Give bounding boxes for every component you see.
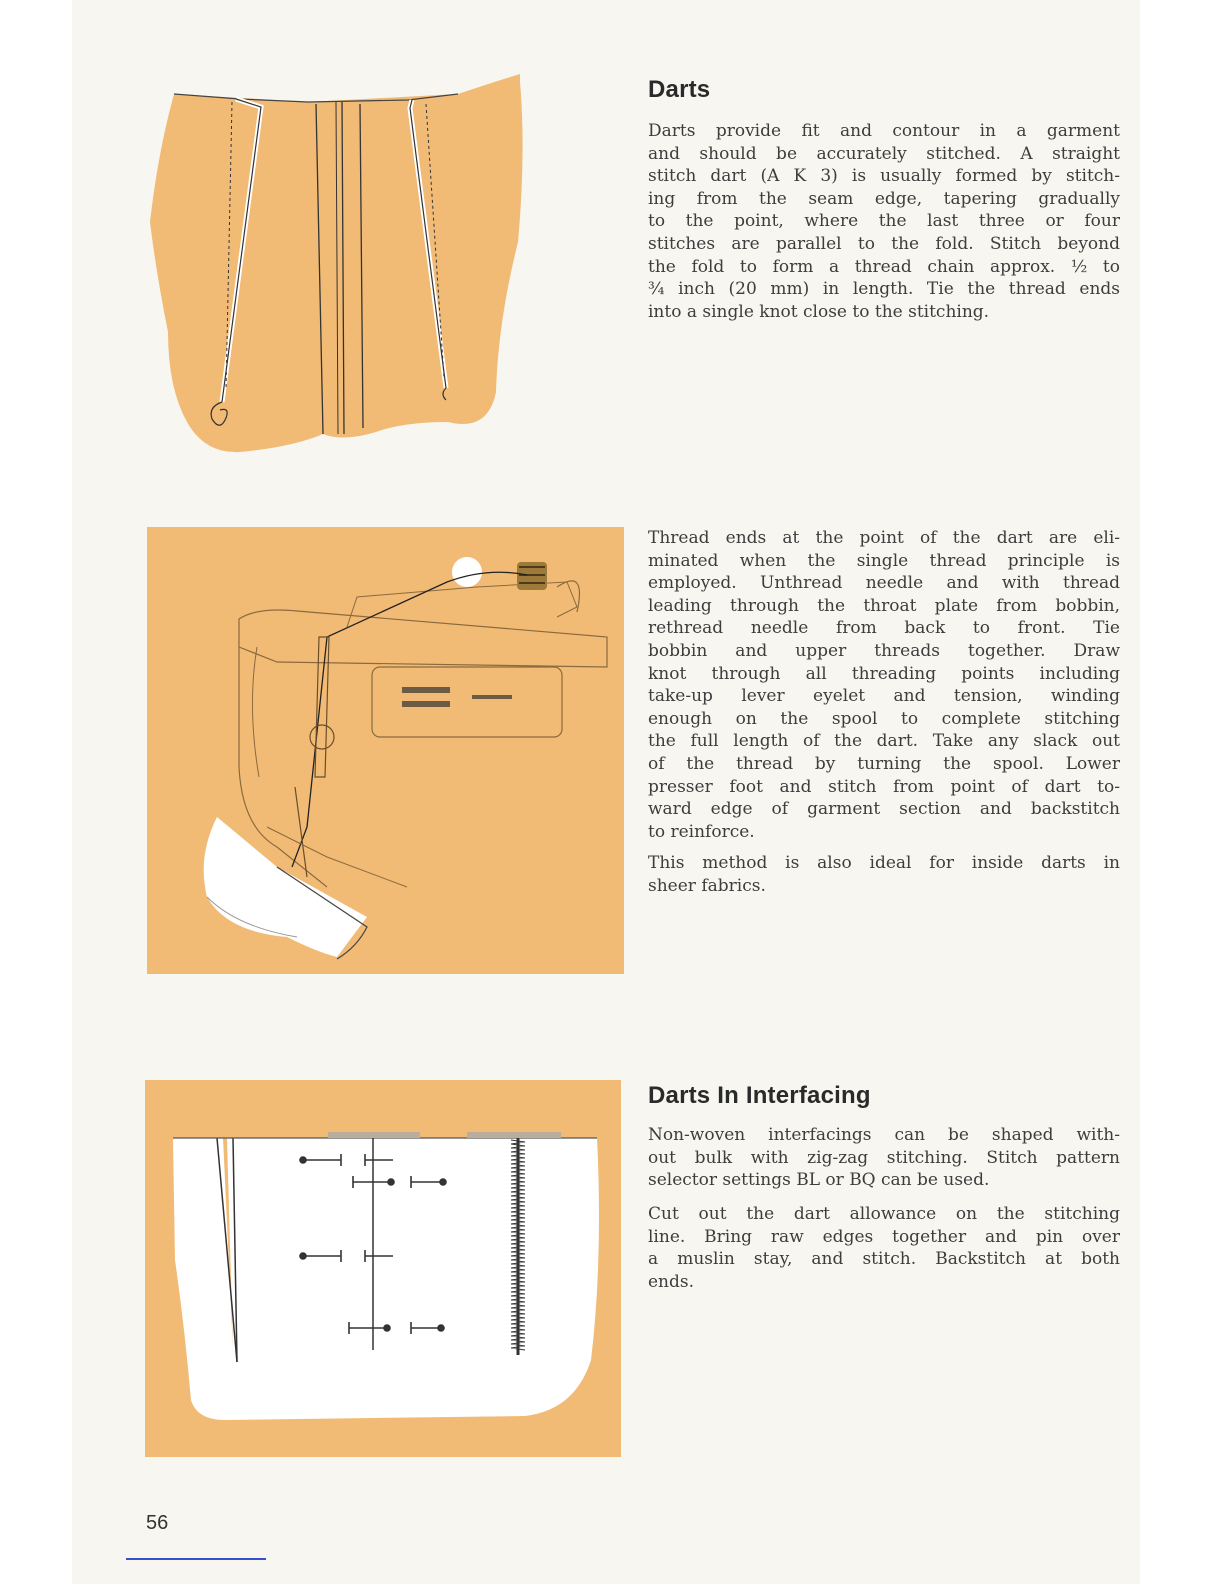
text-line: out bulk with zig-zag stitching. Stitch pattern <box>648 1147 1120 1168</box>
darts-fabric-illustration <box>148 72 528 462</box>
text-line: selector settings BL or BQ can be used. <box>648 1170 990 1191</box>
left-page-margin <box>0 0 72 1584</box>
text-line: and should be accurately stitched. A straight <box>648 143 1120 164</box>
footer-link-rule <box>126 1558 266 1560</box>
text-line: stitch dart (A K 3) is usually formed by stitch- <box>648 166 1120 187</box>
darts-paragraph <box>648 120 1120 323</box>
text-line: line. Bring raw edges together and pin over <box>648 1226 1120 1247</box>
single-thread-paragraph <box>648 527 1120 843</box>
text-line: Cut out the dart allowance on the stitching <box>648 1204 1120 1224</box>
text-line: ends. <box>648 1271 695 1292</box>
darts-in-interfacing-heading: Darts In Interfacing <box>648 1082 871 1109</box>
text-line: minated when the single thread principle is <box>648 550 1120 571</box>
page-number: 56 <box>146 1512 169 1534</box>
text-line: Thread ends at the point of the dart are eli- <box>648 528 1120 548</box>
text-line: leading through the throat plate from bobbin, <box>648 595 1120 616</box>
darts-heading: Darts <box>648 76 711 103</box>
right-page-margin <box>1140 0 1224 1584</box>
text-line: take-up lever eyelet and tension, winding <box>648 686 1120 707</box>
text-line: ¾ inch (20 mm) in length. Tie the thread ends <box>648 279 1120 300</box>
text-line: ward edge of garment section and backstitch <box>648 799 1120 820</box>
text-line: to the point, where the last three or four <box>648 211 1120 232</box>
sheer-fabrics-paragraph <box>648 852 1120 897</box>
text-line: presser foot and stitch from point of dart to- <box>648 776 1120 797</box>
text-line: the fold to form a thread chain approx. ½ to <box>648 256 1120 277</box>
text-line: enough on the spool to complete stitching <box>648 708 1120 729</box>
text-line: ing from the seam edge, tapering gradually <box>648 188 1120 209</box>
text-line: into a single knot close to the stitching. <box>648 301 990 322</box>
text-line: the full length of the dart. Take any slack out <box>648 731 1120 752</box>
text-line: a muslin stay, and stitch. Backstitch at both <box>648 1249 1120 1270</box>
dart-allowance-paragraph <box>648 1203 1120 1293</box>
text-line: Non-woven interfacings can be shaped with- <box>648 1125 1120 1145</box>
interfacing-dart-illustration <box>145 1080 621 1457</box>
text-line: of the thread by turning the spool. Lower <box>648 753 1120 774</box>
text-line: bobbin and upper threads together. Draw <box>648 640 1120 661</box>
interfacing-paragraph <box>648 1124 1120 1192</box>
text-line: stitches are parallel to the fold. Stitch beyond <box>648 233 1120 254</box>
text-line: employed. Unthread needle and with thread <box>648 573 1120 594</box>
text-line: to reinforce. <box>648 821 755 842</box>
text-line: Darts provide fit and contour in a garment <box>648 121 1120 141</box>
text-line: knot through all threading points including <box>648 663 1120 684</box>
text-line: This method is also ideal for inside darts in <box>648 853 1120 873</box>
sewing-machine-illustration <box>147 527 624 974</box>
text-line: sheer fabrics. <box>648 875 766 896</box>
text-line: rethread needle from back to front. Tie <box>648 618 1120 639</box>
